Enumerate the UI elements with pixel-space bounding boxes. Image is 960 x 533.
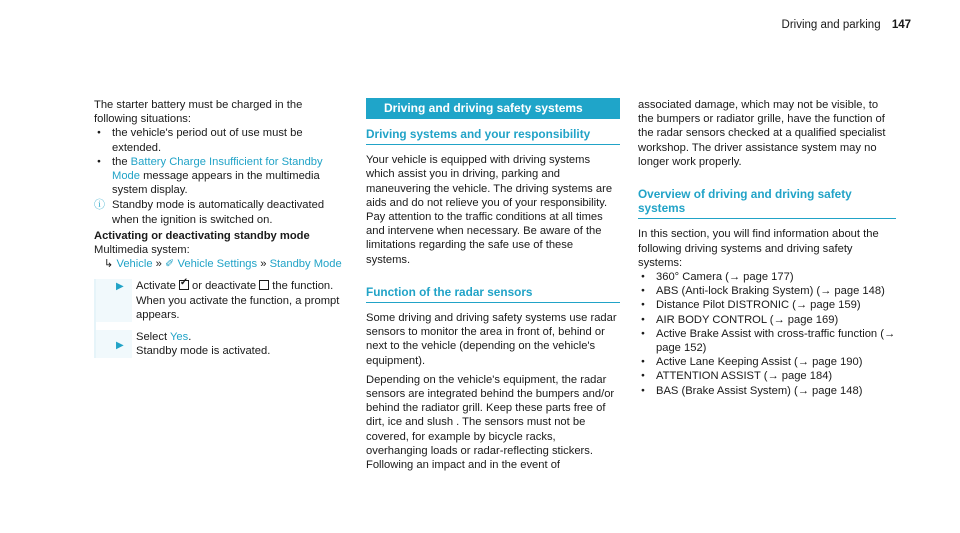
info-icon: ⓘ bbox=[94, 199, 105, 212]
section-title: Driving and driving safety systems bbox=[366, 98, 620, 119]
menu-path-vehicle: Vehicle bbox=[116, 258, 153, 271]
list-item: ● Distance Pilot DISTRONIC (→ page 159) bbox=[638, 298, 896, 312]
step-result: When you activate the function, a prompt appears. bbox=[136, 294, 340, 321]
subsection-heading-overview: Overview of driving and driving safety systems bbox=[638, 187, 896, 219]
paragraph: Depending on the vehicle's equipment, the radar sensors are integrated behind the bumpers and/or behind the radiator grill. Keep these parts free of dirt, ice and slush . The sensors must not be covered, for example by bicycle racks, overhanging loads or radar-reflecting stickers. Following an impact and in the event of bbox=[366, 373, 615, 472]
message-name: Battery Charge Insufficient for Standby Mode bbox=[112, 155, 323, 183]
paragraph: Your vehicle is equipped with driving systems which assist you in driving, parking and maneuvering the vehicle. The driving systems are aids and do not relieve you of your responsibility. Pay attention to the traffic conditions at all times and intervene when necessary. Be aware of the limitations regarding the safe use of these systems. bbox=[366, 154, 613, 266]
paragraph: In this section, you will find information about the following driving systems and driving safety systems: bbox=[638, 228, 879, 269]
system-label: Multimedia system: bbox=[94, 244, 190, 257]
menu-path-standby-mode: Standby Mode bbox=[269, 258, 342, 271]
list-item: ● Active Lane Keeping Assist (→ page 190) bbox=[638, 355, 896, 369]
intro-text: The starter battery must be charged in the following situations: bbox=[94, 99, 303, 126]
list-item: ● the Battery Charge Insufficient for Standby Mode message appears in the multimedia system display. bbox=[94, 155, 348, 198]
header-section: Driving and parking bbox=[781, 19, 881, 31]
situation-list bbox=[94, 126, 348, 197]
option-yes: Yes bbox=[170, 331, 189, 344]
step-arrow-icon: ▶ bbox=[116, 281, 124, 293]
checkbox-empty-icon bbox=[259, 280, 269, 290]
list-item: ● 360° Camera (→ page 177) bbox=[638, 270, 896, 284]
chevron-right-icon: » bbox=[260, 258, 267, 271]
list-item: ● AIR BODY CONTROL (→ page 169) bbox=[638, 313, 896, 327]
step-select-yes: ▶ Select Yes. Standby mode is activated. bbox=[94, 322, 348, 358]
note bbox=[94, 198, 348, 226]
list-item: ● BAS (Brake Assist System) (→ page 148) bbox=[638, 384, 896, 398]
menu-arrow-icon: ↳ bbox=[104, 258, 114, 271]
systems-list bbox=[638, 270, 896, 398]
note-text: Standby mode is automatically deactivated when the ignition is switched on. bbox=[112, 199, 325, 226]
page-number: 147 bbox=[891, 19, 911, 31]
settings-icon: ✐ bbox=[165, 258, 175, 271]
checkbox-checked-icon bbox=[179, 280, 189, 290]
step-activate: ▶ Activate ✓ or deactivate the function. When you activate the function, a prompt appears. bbox=[94, 279, 348, 322]
step-result: Standby mode is activated. bbox=[136, 345, 271, 358]
procedure-heading: Activating or deactivating standby mode bbox=[94, 229, 310, 242]
list-item: ● ABS (Anti-lock Braking System) (→ page 148) bbox=[638, 284, 896, 298]
list-item: ● Active Brake Assist with cross-traffic function (→ page 152) bbox=[638, 327, 896, 355]
list-item: ● ATTENTION ASSIST (→ page 184) bbox=[638, 369, 896, 383]
paragraph: Some driving and driving safety systems use radar sensors to monitor the area in front of, behind or next to the vehicle (depending on the vehicle's equipment). bbox=[366, 312, 617, 367]
paragraph: associated damage, which may not be visible, to the bumpers or radiator grille, have the function of the radar sensors checked at a qualified specialist workshop. The driver assistance system may no longer work properly. bbox=[638, 99, 886, 168]
column-left bbox=[94, 98, 348, 358]
menu-path-vehicle-settings: Vehicle Settings bbox=[177, 258, 258, 271]
running-header bbox=[782, 18, 911, 32]
subsection-heading-radar: Function of the radar sensors bbox=[366, 285, 620, 303]
menu-path bbox=[94, 257, 348, 271]
step-arrow-icon: ▶ bbox=[116, 340, 124, 352]
chevron-right-icon: » bbox=[155, 258, 162, 271]
column-middle bbox=[366, 98, 620, 472]
subsection-heading-responsibility: Driving systems and your responsibility bbox=[366, 127, 620, 145]
list-item: ● the vehicle's period out of use must be extended. bbox=[94, 126, 348, 154]
column-right bbox=[638, 98, 896, 398]
